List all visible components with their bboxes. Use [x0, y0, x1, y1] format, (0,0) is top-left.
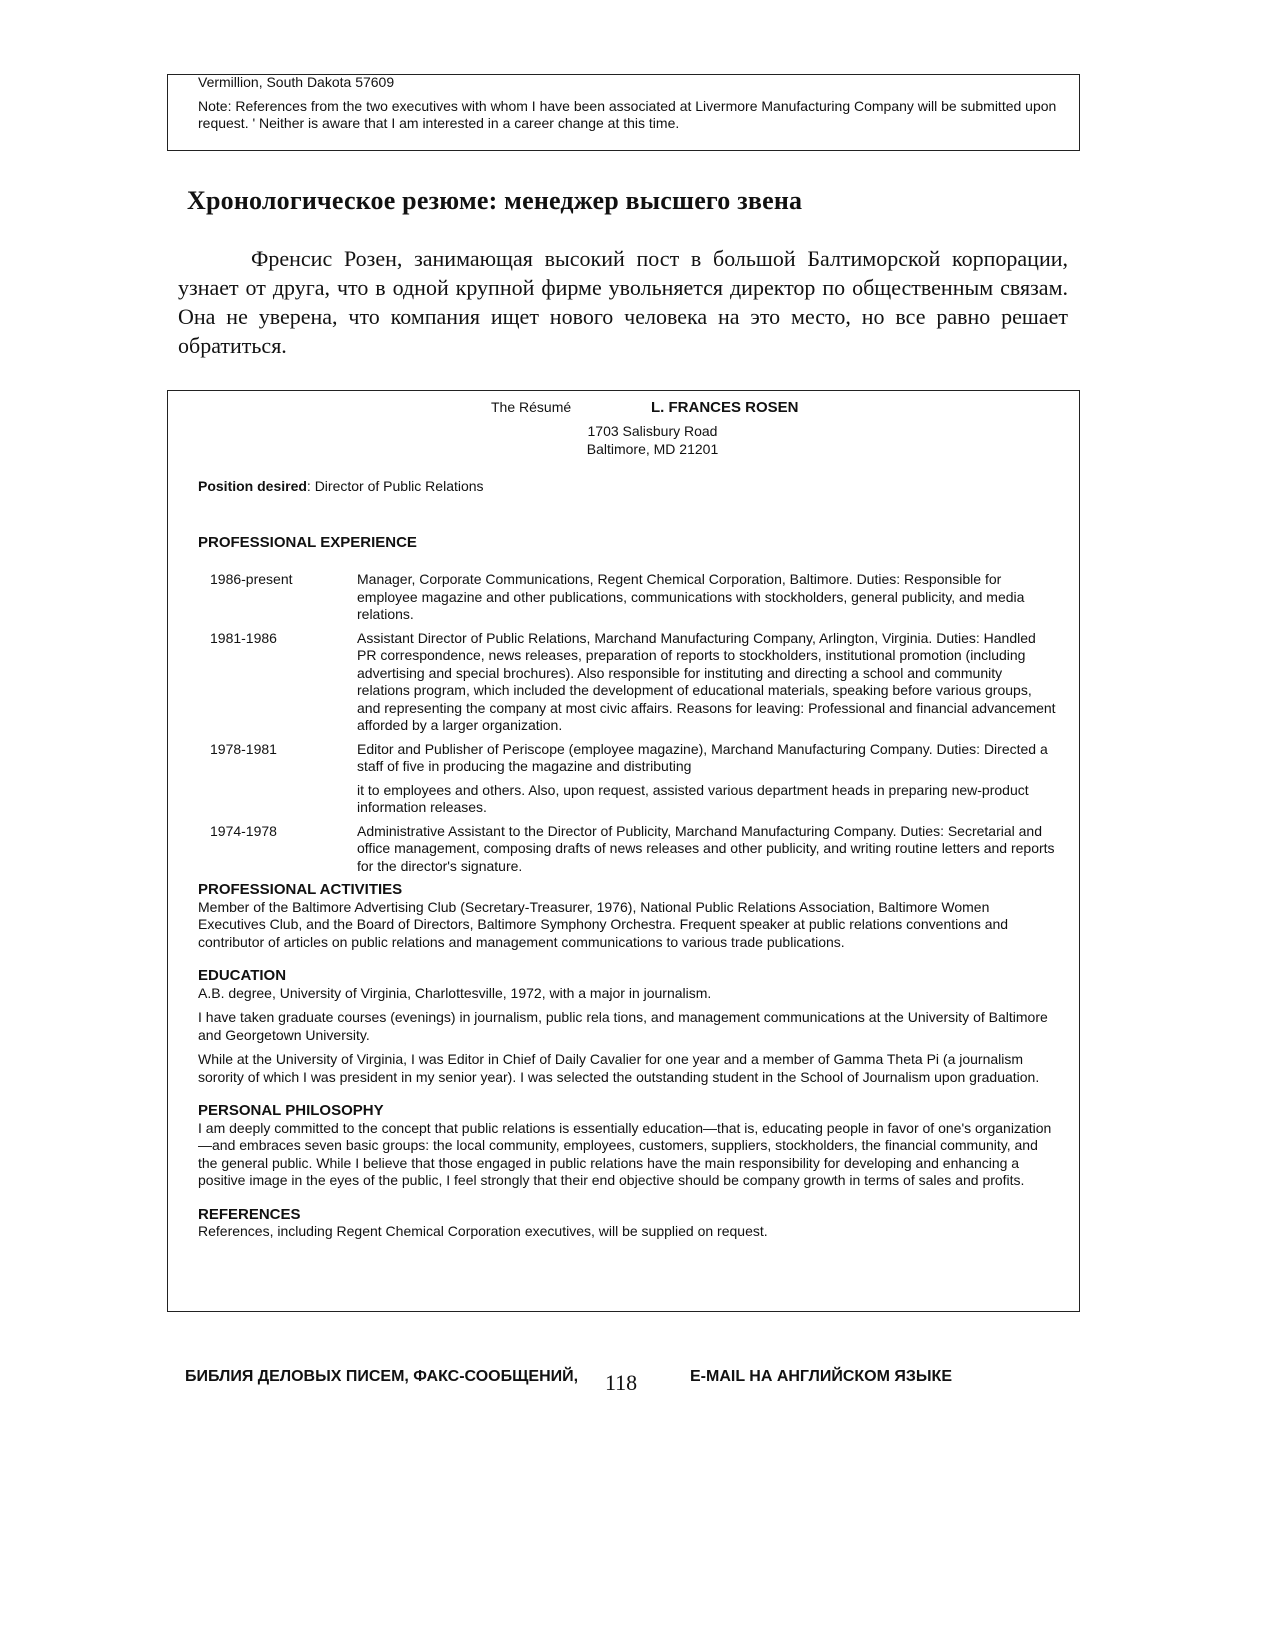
references-text: References, including Regent Chemical Corporation executives, will be supplied on request.	[198, 1223, 768, 1239]
position-value: : Director of Public Relations	[306, 478, 484, 494]
experience-description: Administrative Assistant to the Director of Publicity, Marchand Manufacturing Company. Duties: Secretarial and office management, composing drafts of news releases and other publicity, and writing routine letters and reports for the director's signature.	[357, 822, 1055, 874]
experience-description: Manager, Corporate Communications, Regent Chemical Corporation, Baltimore. Duties: Responsible for employee magazine and other publications, communications with stockholders, general publicity, and media relations.	[357, 571, 1025, 622]
activities-text: Member of the Baltimore Advertising Club (Secretary-Treasurer, 1976), National Public Relations Association, Baltimore Women Executives Club, and the Board of Directors, Baltimore Symphony Orchestra. Frequent speaker at public relations conventions and contributor of articles on public relations and management communications to various trade publications.	[198, 898, 1009, 950]
candidate-name: L. FRANCES ROSEN	[651, 399, 799, 416]
experience-years: 1981-1986	[210, 629, 277, 646]
experience-description: Editor and Publisher of Periscope (employee magazine), Marchand Manufacturing Company. Duties: Directed a staff of five in producing the magazine and distributing	[357, 740, 1048, 774]
resume-label: The Résumé	[491, 399, 572, 415]
philosophy-heading: PERSONAL PHILOSOPHY	[198, 1102, 384, 1119]
education-item: A.B. degree, University of Virginia, Charlottesville, 1972, with a major in journalism.	[198, 984, 712, 1001]
intro-paragraph: Френсис Розен, занимающая высокий пост в большой Балтиморской корпорации, узнает от друга, что в одной крупной фирме увольняется директор по общественным связам. Она не уверена, что компания ищет нового человека на это место, но все равно решает обратиться.	[178, 246, 1068, 358]
philosophy-text: I am deeply committed to the concept that public relations is essentially education—that is, educating people in favor of one's organization—and embraces seven basic groups: the local community, employees, customers, suppliers, stockholders, the financial community, and the general public. While I believe that those engaged in public relations have the main responsibility for developing and enhancing a positive image in the eyes of the public, I feel strongly that their end objective should be company growth in terms of sales and profits.	[198, 1119, 1052, 1188]
address-city: Baltimore, MD 21201	[586, 440, 719, 457]
references-note: Note: References from the two executives with whom I have been associated at Livermore Manufacturing Company will be submitted upon request. ' Neither is aware that I am interested in a career change at this time.	[198, 97, 1057, 131]
experience-years: 1986-present	[210, 571, 293, 587]
footer-book-title-left: БИБЛИЯ ДЕЛОВЫХ ПИСЕМ, ФАКС-СООБЩЕНИЙ,	[185, 1368, 579, 1385]
experience-row	[198, 741, 1057, 776]
experience-row	[198, 571, 1057, 624]
education-heading: EDUCATION	[198, 967, 287, 984]
position-desired	[198, 478, 1057, 496]
experience-description: Assistant Director of Public Relations, Marchand Manufacturing Company, Arlington, Virginia. Duties: Handled PR correspondence, news releases, preparation of reports to stockholders, institutional promotion (including advertising and special brochures). Also responsible for instituting and directing a school and community relations program, which included the development of educational materials, speaking before various groups, and representing the company at most civic affairs. Reasons for leaving: Professional and financial advancement afforded by a larger organization.	[357, 629, 1056, 733]
experience-heading: PROFESSIONAL EXPERIENCE	[198, 533, 417, 551]
experience-row	[198, 823, 1057, 876]
resume-title	[198, 399, 1057, 419]
experience-years: 1978-1981	[210, 740, 277, 757]
activities-heading: PROFESSIONAL ACTIVITIES	[198, 881, 403, 898]
references-heading: REFERENCES	[198, 1205, 301, 1223]
page-number: 118	[605, 1370, 638, 1395]
position-label: Position desired	[198, 478, 307, 494]
education-item: I have taken graduate courses (evenings) in journalism, public rela tions, and management communications at the University of Baltimore and Georgetown University.	[198, 1009, 1048, 1043]
experience-list	[198, 571, 1057, 875]
resume-box	[167, 390, 1080, 1312]
footer-book-title-right: E-MAIL НА АНГЛИЙСКОМ ЯЗЫКЕ	[690, 1368, 952, 1385]
education-item: While at the University of Virginia, I was Editor in Chief of Daily Cavalier for one year and a member of Gamma Theta Pi (a journalism sorority of which I was president in my senior year). I was selected the outstanding student in the School of Journalism upon graduation.	[198, 1051, 1040, 1085]
address-line: Vermillion, South Dakota 57609	[198, 74, 395, 90]
experience-years: 1974-1978	[210, 822, 277, 839]
experience-row	[198, 630, 1057, 735]
reference-note-box	[167, 74, 1080, 151]
section-heading: Хронологическое резюме: менеджер высшего звена	[187, 186, 803, 215]
experience-continuation: it to employees and others. Also, upon request, assisted various department heads in preparing new-product information releases.	[357, 781, 1029, 815]
address-street: 1703 Salisbury Road	[587, 423, 718, 439]
candidate-address	[198, 423, 1057, 458]
